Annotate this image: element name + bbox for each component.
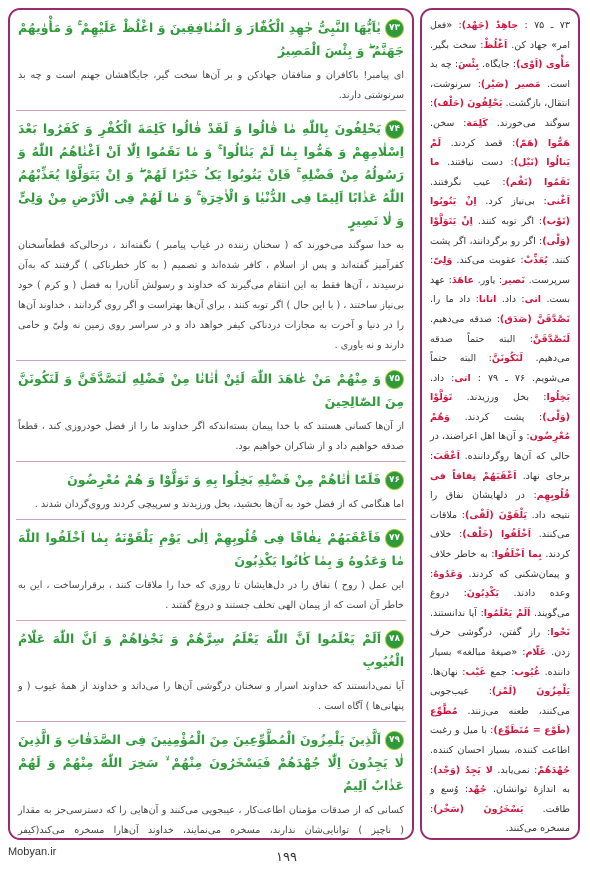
vocab-term: اتانا (478, 294, 497, 306)
verse-number-badge: ۷۳ (385, 19, 404, 38)
verse-translation: از آن‌ها کسانی هستند که با خدا پیمان بسته‌اندکه اگر خداوند ما را از فضل خودروزی کند ، قطعاً صدقه خواهیم داد و از شاکران خواهیم بود. (18, 421, 404, 452)
vocab-meaning: : چه بد است. (430, 59, 570, 90)
vocab-term: عَلّام (525, 647, 547, 658)
vocab-meaning: : عیب نگرفتند. (430, 176, 506, 188)
verse-translation: اما هنگامی که از فضل خود به آن‌ها بخشید، بخل ورزیدند و سرپیچی کردند وروی‌گردان شدند . (34, 499, 404, 510)
vocab-term: وَلِیّ (433, 255, 453, 267)
vocab-meaning: : البته حتماً می‌شویم. (430, 353, 570, 384)
vocab-meaning: : داد. (430, 372, 455, 384)
vocab-term: اَغْلُظْ (483, 39, 508, 51)
vocab-term: غُیُوب (514, 666, 541, 678)
vocab-meaning: : مسخره می‌کنند. (430, 803, 570, 835)
vocab-meaning: : سرنوشت، انتقال، بازگشت. (430, 78, 570, 110)
verse-block (18, 526, 404, 616)
vocab-meaning: : برجای نهاد. (430, 451, 570, 482)
verse-number-badge: ۷۴ (385, 120, 404, 139)
vocab-term: لَنَکُونَنَّ (491, 353, 523, 365)
verse-arabic-text: اَلَمْ یَعْلَمُوا اَنَّ اللّٰهَ یَعْلَمُ سِرَّهُمْ وَ نَجْوٰاهُمْ وَ اَنَّ اللّٰهَ عَلّٰامُ الْغُیُوبِ (18, 631, 404, 669)
verse-arabic (18, 16, 404, 62)
verse-arabic-text: یَحْلِفُونَ بِاللّٰهِ مٰا قٰالُوا وَ لَقَدْ قٰالُوا کَلِمَةَ الْکُفْرِ وَ کَفَرُوا بَعْدَ اِسْلٰامِهِمْ وَ هَمُّوا بِمٰا لَمْ یَنٰالُوا ۚ وَ مٰا نَقَمُوا اِلّٰا اَنْ اَغْنٰاهُمُ اللّٰهُ وَ رَسُولُهُ مِنْ فَضْلِهِ ۚ فَاِنْ یَتُوبُوا یَکُ خَیْرًا لَهُمْ ۖ وَ اِنْ یَتَوَلَّوْا یُعَذِّبْهُمُ اللّٰهُ عَذٰابًا اَلِیمًا فِی الدُّنْیٰا وَ الْاٰخِرَةِ ۚ وَ مٰا لَهُمْ فِی الْاَرْضِ مِنْ وَلِیٍّ وَ لٰا نَصِیرٍ (18, 121, 404, 228)
site-watermark: Mobyan.ir (8, 846, 57, 858)
vocab-term: نَجْوا (550, 627, 570, 639)
vocab-meaning: : اگر توبه کنند. (472, 215, 543, 227)
vocab-meaning: : داد ما را. (430, 294, 479, 306)
verse-divider (16, 620, 406, 621)
vocab-term: عاهَدَ (451, 274, 475, 286)
vocab-meaning: ۷۳ ـ ۷۵ : (518, 20, 570, 31)
verse-divider (16, 461, 406, 462)
vocab-term: لا یَجِدُ (وَجْد) (433, 764, 493, 776)
vocab-meaning: : با میل و رغبت اطاعت کننده، بسیار احسان کننده. (430, 725, 570, 756)
vocab-meaning: : سخن. (430, 117, 467, 129)
vocab-meaning: : آیا ندانستند. (430, 607, 484, 619)
vocab-term: اَعْقَبَهُمْ نِفاقاً فی قُلُوبِهِم (430, 470, 570, 502)
vocab-term: اِنْ یَتُوبُوا (تَوْب) (430, 196, 570, 227)
vocab-meaning: : سخت بگیر. (430, 39, 484, 51)
vocab-term: اتی (524, 294, 542, 306)
vocab-meaning: : دست نیافتند. (439, 157, 514, 169)
vocab-meaning: : صدقه می‌دهیم. (430, 313, 500, 325)
verse-divider (16, 110, 406, 111)
vocab-meaning: : یاور. (474, 274, 503, 286)
vocab-term: اتی (454, 372, 471, 384)
vocab-term: نَصَّدَّقَنَّ (صَدَق) (499, 313, 570, 325)
vocab-term: بِئْسَ (458, 59, 479, 71)
vocab-term: (طَوْع = مُتَطَوِّع) (493, 725, 570, 737)
vocab-meaning: : سرپرست. (430, 255, 570, 286)
vocab-meaning: : البته حتماً صدقه می‌دهیم. (430, 333, 570, 365)
vocab-term: وَهُمْ مُعْرِضُون (430, 411, 570, 443)
vocab-meaning: : اگر رو برگردانند، اگر پشت کنند. (430, 235, 570, 267)
vocab-meaning: : داد. (496, 294, 525, 306)
vocab-term: بِما اَخْلَفُوا (494, 549, 542, 561)
verse-block (18, 627, 404, 717)
verse-block (18, 367, 404, 457)
vocab-term: یُعَذِّبْ (523, 255, 548, 267)
verse-translation: این عمل ( روح ) نفاق را در دل‌هایشان تا روزی که خدا را ملاقات کنند ، برقرارساخت ، این به خاطر آن است که از پیمان الهی تخلف جستند و دروغ گفتند . (18, 580, 404, 611)
vocab-meaning: : جمع (485, 666, 515, 678)
verse-arabic-text: فَلَمّٰا اٰتٰاهُمْ مِنْ فَضْلِهِ بَخِلُوا بِهِ وَ تَوَلَّوْا وَ هُمْ مُعْرِضُونَ (67, 472, 381, 487)
verse-arabic-text: یٰاَیُّهَا النَّبِیُّ جٰهِدِ الْکُفّٰارَ وَ الْمُنٰافِقِینَ وَ اغْلُظْ عَلَیْهِمْ ۚ وَ مَأْوٰیهُمْ جَهَنَّمُ ۖ وَ بِئْسَ الْمَصِیرُ (18, 20, 404, 58)
verse-arabic (18, 468, 404, 491)
verse-block (18, 16, 404, 106)
vocab-term: یَکْذِبُونَ (466, 588, 500, 600)
vocab-meaning: : «فعل امر» جهاد کن. (430, 20, 570, 51)
vocab-meaning: : نمی‌یابد. (492, 764, 538, 776)
vocab-meaning: : دروغ می‌گویند. (430, 588, 570, 619)
verse-arabic-text: فَاَعْقَبَهُمْ نِفٰاقًا فِی قُلُوبِهِمْ اِلٰی یَوْمِ یَلْقَوْنَهُ بِمٰا اَخْلَفُوا اللّٰهَ مٰا وَعَدُوهُ وَ بِمٰا کٰانُوا یَکْذِبُونَ (18, 530, 404, 568)
vocab-meaning: : عیب‌جویی می‌کنند، طعنه می‌زنند. (430, 686, 570, 717)
vocab-meaning: : راز گفتن، درگوشی حرف زدن. (430, 627, 570, 658)
verse-divider (16, 721, 406, 722)
vocab-term: اَعْقَبَ (433, 451, 460, 463)
vocab-term: لَنَصَّدَّقَنَّ (532, 333, 570, 345)
vocab-meaning: : «صیغهٔ مبالغه» بسیار داننده. (430, 647, 570, 678)
vocab-term: مَأْوی (اَوْی) (515, 59, 570, 71)
vocab-term: جُهْد (468, 784, 487, 796)
vocab-term: یَلْمِزُونَ (لَمْز) (491, 686, 570, 698)
vocab-term: جُهْدَهُمْ (537, 764, 571, 776)
vocab-term: جاهِدْ (جَهْد) (461, 20, 519, 31)
verse-number-badge: ۷۶ (385, 471, 404, 490)
vocab-meaning: : و آن‌ها اهل اعراضند، در حالی که آن‌ها روگرداننده. (430, 431, 570, 463)
vocab-meaning: : عقوبت می‌کند. (452, 255, 524, 267)
vocab-meaning: : خلاف کردند. (430, 529, 570, 561)
vocab-term: ما نَقَمُوا (نَقْم) (430, 157, 570, 188)
vocab-term: اِنْ یَتَوَلَّوْا (وَلْی) (430, 215, 570, 247)
vocab-term: اَلَمْ یَعْلَمُوا (483, 607, 531, 619)
verse-number-badge: ۷۹ (385, 731, 404, 750)
vocab-term: یَحْلِفُونَ (حَلْف) (433, 98, 503, 110)
vocab-meaning: : وُسع و طاقت. (430, 784, 570, 815)
verse-translation: آیا نمی‌دانستند که خداوند اسرار و سخنان درگوشی آن‌ها را می‌داند و خداوند از همهٔ غیوب ( و پنهانی‌ها ) آگاه است . (18, 681, 404, 712)
vocab-term: بَخِلُوا (546, 392, 570, 404)
vocab-term: کَلِمَة (466, 117, 488, 129)
verse-block (18, 468, 404, 515)
verse-block (18, 728, 404, 840)
vocabulary-text (430, 16, 570, 839)
verse-arabic (18, 367, 404, 413)
vocab-term: اَخْلَفُوا (خَلْف) (462, 529, 532, 541)
vocab-meaning: : ملاقات می‌کنند. (430, 509, 571, 541)
verse-divider (16, 360, 406, 361)
vocab-meaning: : عهد بست. (430, 274, 570, 306)
verse-translation: به خدا سوگند می‌خورند که ( سخنان زننده در غیاب پیامبر ) نگفته‌اند ، درحالی‌که قطعاًسخنان کفرآمیز گفته‌اند و پس از اسلام ، کافر شده‌اند و تصمیم ( به کار خطرناکی ) گرفتند که به‌آن نرسیدند ، آن‌ها فقط به این انتقام می‌گیرند که خداوند و رسولش آنان‌را به فضل ( و کرم ) خود بی‌نیاز ساختند ، ( با این حال ) اگر توبه کنند ، برای آن‌ها بهتراست و اگر روی گردانند ، خداوند آن‌ها را در دنیا و آخرت به مجازات دردناکی کیفر خواهد داد و در سراسر روی زمین نه ولیّ و حامی دارند و نه یاوری . (18, 240, 404, 351)
vocab-meaning: : جایگاه. (478, 59, 516, 71)
verse-divider (16, 519, 406, 520)
vocabulary-panel (420, 8, 580, 840)
verse-block (18, 117, 404, 356)
vocab-meaning: : به خاطر خلاف و پیمان‌شکنی که کردند. (430, 549, 570, 580)
verse-arabic (18, 728, 404, 797)
vocab-term: یَسْخَرُونَ (سَخْر) (433, 803, 524, 815)
vocab-term: مُطَّوِّع (430, 705, 458, 717)
vocab-term: یَلْقَوْنَ (لَقْی) (465, 509, 527, 521)
page-number: ۱۹۹ (276, 850, 297, 865)
verse-arabic (18, 627, 404, 673)
verse-number-badge: ۷۷ (385, 529, 404, 548)
vocab-meaning: : به اندازهٔ توانشان. (430, 764, 570, 796)
verse-translation: ای پیامبر! باکافران و منافقان جهادکن و بر آن‌ها سخت گیر، جایگاهشان جهنم است و چه بد سرنوشتی دارند. (18, 70, 404, 101)
verse-arabic (18, 117, 404, 232)
vocab-meaning: : قصد کردند. (441, 137, 516, 149)
verse-number-badge: ۷۵ (385, 370, 404, 389)
vocab-term: لَمْ یَنالُوا (نَیْل) (430, 137, 571, 169)
vocab-meaning: : پشت کردند. (449, 411, 543, 423)
vocab-term: مَصیر (صَیْر) (480, 78, 541, 90)
vocab-meaning: : در دلهایشان نفاق را نتیجه داد. (430, 490, 571, 521)
vocab-term: غَیْب (465, 666, 486, 678)
verse-arabic (18, 526, 404, 572)
vocab-term: هَمُّوا (هَمّ) (515, 137, 571, 149)
verses-list (10, 16, 412, 840)
vocab-meaning: : بی‌نیاز کرد. (476, 196, 547, 208)
verse-arabic-text: وَ مِنْهُمْ مَنْ عٰاهَدَ اللّٰهَ لَئِنْ اٰتٰانٰا مِنْ فَضْلِهِ لَنَصَّدَّقَنَّ وَ لَنَکُونَنَّ مِنَ الصّٰالِحِینَ (18, 371, 404, 409)
verses-panel (8, 8, 414, 840)
vocab-meaning: : سوگند می‌خورند. (430, 98, 570, 129)
vocab-term: تَوَلَّوْا (وَلْی) (430, 392, 570, 423)
vocab-term: اَغْنی (546, 196, 570, 208)
vocab-meaning: ۷۶ ـ ۷۹ : (470, 372, 526, 384)
vocab-meaning: : بخل ورزیدند. (452, 392, 547, 404)
verse-number-badge: ۷۸ (385, 630, 404, 649)
vocab-term: نَصیر (502, 274, 525, 286)
vocab-meaning: : نهان‌ها. (430, 666, 466, 678)
verse-arabic-text: اَلَّذِینَ یَلْمِزُونَ الْمُطَّوِّعِینَ مِنَ الْمُؤْمِنِینَ فِی الصَّدَقٰاتِ وَ الَّذِینَ لٰا یَجِدُونَ اِلّٰا جُهْدَهُمْ فَیَسْخَرُونَ مِنْهُمْ ۙ سَخِرَ اللّٰهُ مِنْهُمْ وَ لَهُمْ عَذٰابٌ اَلِیمٌ (18, 732, 404, 793)
vocab-term: وَعَدُوهُ (433, 568, 463, 580)
vocab-meaning: : وعده دادند. (430, 568, 571, 600)
verse-translation: کسانی که از صدقات مؤمنان اطاعت‌کار ، عیبجویی می‌کنند و آن‌هایی را که دسترسی‌جز به مقدار ( ناچیز ) توانایی‌شان ندارند، مسخره می‌نمایند، خداوند آن‌هارا مسخره می‌کند(کیفر (18, 805, 404, 836)
